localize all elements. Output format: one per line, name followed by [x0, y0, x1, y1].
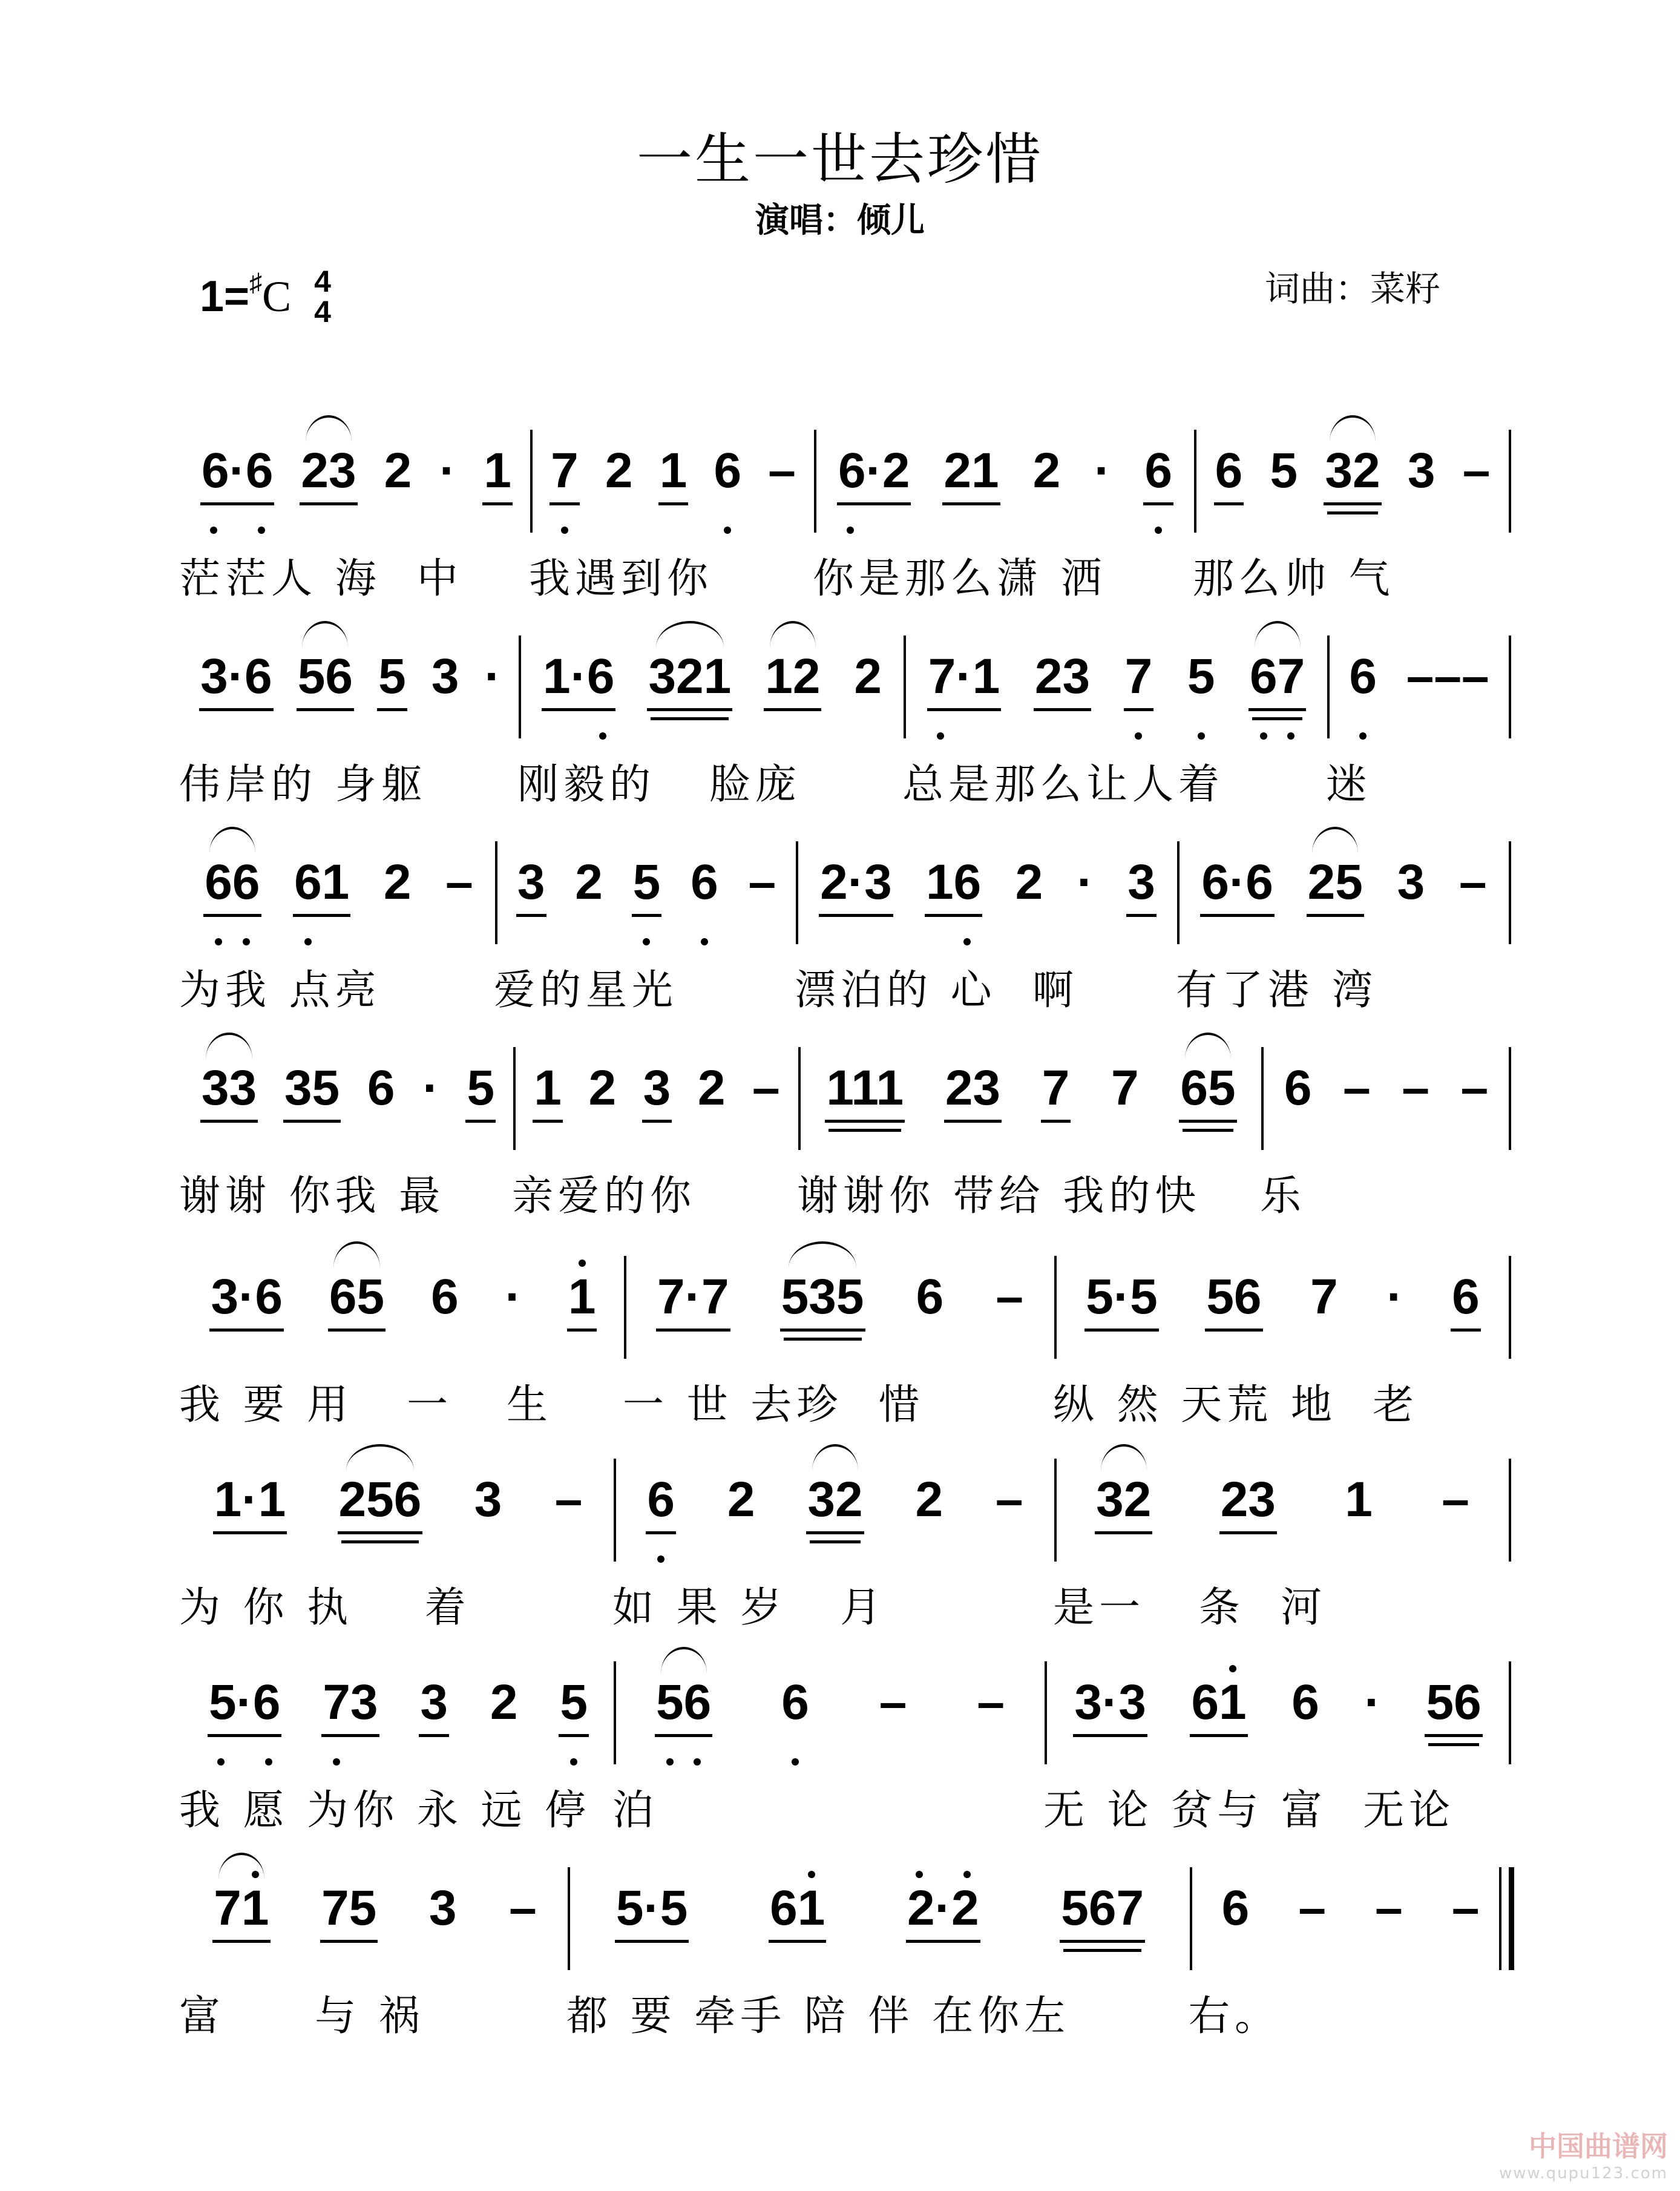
note-token: 7·7	[656, 1268, 730, 1332]
note-token: 3	[1126, 853, 1157, 917]
lyric-line: 如 果 岁 月	[612, 1584, 887, 1632]
lower-octave-dot	[963, 938, 971, 945]
lower-octave-dot	[666, 1758, 674, 1766]
note-token: 2·2	[906, 1879, 980, 1943]
lyric-line: 右。	[1189, 1992, 1281, 2040]
note-group	[1061, 1471, 1504, 1543]
note-token: 67	[1249, 648, 1306, 711]
note-token: 6	[780, 1674, 810, 1734]
barline	[530, 430, 533, 533]
note-group	[188, 1059, 508, 1132]
lower-octave-dot	[847, 527, 854, 534]
lyric-line: 茫茫人 海 中	[179, 555, 463, 603]
lower-octave-dot	[570, 1758, 577, 1766]
barline	[1190, 1867, 1192, 1970]
note-token: 66	[203, 853, 261, 917]
barline	[796, 841, 798, 944]
score-row	[179, 1447, 1513, 1646]
note-token: 6	[1214, 442, 1244, 505]
note-token: 3	[642, 1059, 672, 1123]
note-token: 5	[377, 648, 407, 711]
key-note: C	[262, 272, 292, 321]
dash-extension: –	[554, 1472, 583, 1527]
barline	[1194, 430, 1196, 533]
note-group	[631, 1268, 1049, 1341]
lyric-line: 有了港 湾	[1176, 967, 1378, 1014]
note-token: 1·1	[213, 1471, 287, 1534]
note-token: 5·5	[1084, 1268, 1159, 1332]
lyric-line: 我遇到你	[529, 555, 714, 603]
dash-extension: –	[1462, 443, 1491, 498]
lower-octave-dot	[243, 938, 250, 945]
measure	[1262, 1035, 1510, 1235]
measure	[1328, 623, 1510, 823]
note-token: 6·2	[837, 442, 911, 505]
note-token: 35	[283, 1059, 341, 1123]
lower-octave-dot	[643, 938, 650, 945]
final-barline	[1509, 1867, 1514, 1970]
note-group	[188, 1879, 563, 1952]
note-token: 56	[297, 648, 354, 711]
note-token: 61	[293, 853, 350, 917]
note-token: 61	[1190, 1674, 1247, 1737]
note-token: 5	[1270, 443, 1298, 498]
time-signature-bottom: 4	[314, 295, 331, 329]
lyric-line: 纵 然 天荒 地 老	[1053, 1381, 1419, 1429]
song-title: 一生一世去珍惜	[636, 127, 1043, 192]
score-row	[179, 1649, 1513, 1849]
score-row	[179, 829, 1513, 1029]
note-token: 7	[1310, 1269, 1338, 1324]
note-token: 2	[383, 855, 412, 910]
note-token: 25	[1307, 853, 1364, 917]
note-token: 5	[465, 1059, 496, 1123]
barline	[1509, 841, 1511, 944]
lyric-line: 一 世 去珍 惜	[623, 1381, 925, 1429]
time-signature-top: 4	[314, 264, 331, 298]
measure	[625, 1244, 1055, 1444]
note-token: 6	[1451, 1268, 1481, 1332]
score-row	[179, 1855, 1513, 2055]
note-token: ·	[1386, 1269, 1403, 1324]
lower-octave-dot	[657, 1555, 664, 1563]
watermark	[1499, 2124, 1668, 2183]
measure	[1191, 1855, 1510, 2055]
lower-octave-dot	[724, 527, 731, 534]
note-token: 6	[689, 853, 720, 914]
note-token: 3·3	[1073, 1674, 1147, 1737]
lyric-line: 刚毅的 脸庞	[517, 761, 801, 809]
lower-octave-dot	[792, 1758, 799, 1766]
note-token: 3	[431, 649, 459, 704]
lower-octave-dot	[1260, 732, 1267, 740]
upper-octave-dot	[252, 1871, 259, 1878]
note-token: 7	[550, 442, 580, 505]
measure	[514, 1035, 799, 1235]
lower-octave-dot	[215, 938, 222, 945]
barline	[1509, 636, 1511, 738]
lower-octave-dot	[694, 1758, 701, 1766]
note-token: 2·3	[819, 853, 893, 917]
upper-octave-dot	[916, 1871, 923, 1878]
measure	[179, 623, 520, 823]
measure	[179, 1855, 569, 2055]
barline	[495, 841, 497, 944]
watermark-logo: 中国曲谱网	[1529, 2130, 1668, 2163]
measure	[1178, 829, 1510, 1029]
note-token: 2	[697, 1060, 726, 1115]
note-token: 6	[712, 442, 743, 502]
lyric-line: 迷	[1326, 761, 1373, 809]
note-token: 61	[769, 1879, 826, 1943]
note-token: 2	[1015, 855, 1043, 910]
note-token: 6	[367, 1060, 395, 1115]
note-token: 3	[419, 1674, 449, 1737]
note-token: 56	[1425, 1674, 1482, 1737]
lyric-line: 总是那么让人着	[902, 761, 1225, 809]
lower-octave-dot	[258, 527, 265, 534]
note-token: 2	[605, 443, 633, 498]
lyric-line: 谢谢 你我 最	[179, 1172, 445, 1220]
lyric-line: 乐	[1260, 1172, 1307, 1220]
barline	[1327, 636, 1330, 738]
dash-extension: –	[1298, 1881, 1326, 1936]
dash-extension: –	[996, 1269, 1023, 1324]
note-token: 3	[428, 1881, 457, 1936]
lower-octave-dot	[937, 732, 944, 740]
barline	[1054, 1459, 1057, 1562]
barline	[1054, 1256, 1057, 1359]
lyric-line: 爱的星光	[494, 967, 678, 1014]
measure	[179, 1035, 514, 1235]
note-token: 2	[854, 649, 882, 704]
note-token: 56	[1205, 1268, 1262, 1332]
barline	[1499, 1867, 1501, 1970]
barline	[614, 1661, 616, 1764]
measure	[815, 418, 1195, 617]
lower-octave-dot	[304, 938, 312, 945]
note-token: ·	[422, 1060, 439, 1115]
note-group	[806, 1059, 1256, 1132]
measure	[1055, 1447, 1510, 1646]
lower-octave-dot	[1287, 732, 1294, 740]
note-token: 6	[1348, 648, 1378, 708]
lyric-line: 漂泊的 心 啊	[795, 967, 1078, 1014]
barline	[1509, 1661, 1511, 1764]
note-group	[188, 442, 525, 514]
note-token: 5	[559, 1674, 589, 1737]
lower-octave-dot	[1359, 732, 1367, 740]
dash-extension: –	[509, 1881, 537, 1936]
measure	[179, 418, 531, 617]
note-token: 32	[806, 1471, 864, 1534]
note-token: 1·6	[542, 648, 616, 711]
lower-octave-dot	[217, 1758, 225, 1766]
note-token: 65	[328, 1268, 386, 1332]
barline	[1509, 1047, 1511, 1150]
barline	[513, 1047, 516, 1150]
note-token: ·	[1094, 443, 1111, 498]
note-token: 5·5	[615, 1879, 689, 1943]
singer-credit: 演唱：倾儿	[755, 201, 925, 240]
key-signature	[200, 266, 331, 327]
note-token: 321	[647, 648, 732, 711]
barline	[1261, 1047, 1264, 1150]
lyric-line: 谢谢你 带给 我的快	[797, 1172, 1201, 1220]
note-token: 5	[632, 853, 662, 917]
lyric-line: 无 论 贫与 富 无论	[1043, 1787, 1455, 1835]
dash-extension: –	[1375, 1881, 1403, 1936]
note-token: 6	[646, 1471, 676, 1534]
lyric-line: 泊	[612, 1787, 659, 1835]
note-token: 2	[588, 1060, 617, 1115]
dash-extension: –	[1451, 1881, 1480, 1936]
note-token: 2	[915, 1472, 943, 1527]
note-group	[1061, 1268, 1504, 1341]
measure	[902, 623, 1328, 823]
note-token: 6	[431, 1269, 459, 1324]
lower-octave-dot	[561, 527, 568, 534]
measure	[799, 1035, 1262, 1235]
measure	[179, 1447, 615, 1646]
barline	[1177, 841, 1180, 944]
note-token: 21	[942, 442, 1000, 505]
lyric-line: 亲爱的你	[512, 1172, 697, 1220]
barline	[614, 1459, 616, 1562]
note-token: 1	[567, 1268, 597, 1332]
note-token: 7·1	[927, 648, 1002, 711]
note-group	[1197, 1879, 1504, 1952]
score-row	[179, 623, 1513, 823]
note-token: 6·6	[200, 442, 275, 505]
lower-octave-dot	[265, 1758, 272, 1766]
note-group	[188, 1674, 609, 1746]
score-row	[179, 418, 1513, 617]
note-group	[520, 1059, 793, 1132]
note-group	[1268, 1059, 1504, 1132]
lower-octave-dot	[1198, 732, 1205, 740]
note-token: 1	[482, 442, 513, 505]
lower-octave-dot	[599, 732, 606, 740]
note-group	[188, 853, 490, 926]
note-token: 5·6	[208, 1674, 282, 1737]
note-token: 12	[764, 648, 821, 711]
upper-octave-dot	[579, 1260, 586, 1267]
measure	[566, 1855, 1191, 2055]
lyric-line: 为我 点亮	[179, 967, 381, 1014]
dash-extension: –	[1343, 1060, 1371, 1115]
measure	[797, 829, 1178, 1029]
note-token: 3·6	[209, 1268, 284, 1332]
lyric-line: 是一 条 河	[1053, 1584, 1327, 1632]
note-token: 71	[212, 1879, 270, 1943]
note-token: 7	[1041, 1059, 1071, 1123]
note-group	[188, 648, 514, 720]
dash-extension: –	[1442, 1472, 1469, 1527]
note-token: 2	[384, 443, 412, 498]
note-token: 6	[1143, 442, 1173, 505]
measure	[179, 1244, 625, 1444]
barline	[519, 636, 521, 738]
dash-extension: –––	[1406, 649, 1489, 704]
note-group	[1334, 648, 1504, 720]
barline	[1509, 1256, 1511, 1359]
note-token: 256	[338, 1471, 423, 1534]
note-group	[526, 648, 899, 720]
note-token: 111	[825, 1059, 905, 1123]
note-token: 3	[1397, 855, 1425, 910]
measure	[1043, 1649, 1510, 1849]
note-token: 73	[321, 1674, 379, 1737]
note-group	[1201, 442, 1504, 514]
note-token: 23	[1219, 1471, 1277, 1534]
note-token: 6·6	[1200, 853, 1275, 917]
lyric-line: 我 要 用 一 生	[179, 1381, 553, 1429]
measure	[179, 1649, 615, 1849]
note-token: 23	[944, 1059, 1002, 1123]
upper-octave-dot	[1229, 1665, 1236, 1672]
note-token: 3·6	[199, 648, 274, 711]
note-token: 56	[655, 1674, 712, 1737]
note-token: 2	[490, 1675, 518, 1730]
dash-extension: –	[879, 1675, 907, 1730]
lyric-line: 伟岸的 身躯	[179, 761, 427, 809]
note-token: 2	[575, 855, 603, 910]
key-tonic: 1=	[200, 272, 250, 321]
note-token: 7	[1111, 1060, 1139, 1115]
dash-extension: –	[977, 1675, 1005, 1730]
dash-extension: –	[768, 443, 796, 498]
lyric-line: 为 你 执 着	[179, 1584, 471, 1632]
barline	[568, 1867, 570, 1970]
note-token: ·	[1077, 855, 1094, 910]
note-token: 6	[916, 1269, 944, 1324]
watermark-url: www.qupu123.com	[1498, 2164, 1668, 2183]
measure	[517, 623, 905, 823]
lyricist-composer-credit: 词曲：菜籽	[1265, 268, 1441, 309]
note-group	[1184, 853, 1504, 926]
lower-octave-dot	[333, 1758, 340, 1766]
score-row	[179, 1244, 1513, 1444]
dash-extension: –	[995, 1472, 1023, 1527]
note-token: 3	[516, 853, 546, 917]
lyric-line: 我 愿 为你 永 远 停	[179, 1787, 591, 1835]
note-token: ·	[484, 649, 501, 704]
note-token: 23	[300, 442, 357, 505]
note-token: 535	[780, 1268, 865, 1332]
lower-octave-dot	[210, 527, 217, 534]
note-token: ·	[1364, 1675, 1381, 1730]
dash-extension: –	[1402, 1060, 1429, 1115]
note-token: 5	[1186, 648, 1216, 708]
note-group	[821, 442, 1189, 514]
note-group	[803, 853, 1172, 926]
lower-octave-dot	[1135, 732, 1142, 740]
lower-octave-dot	[701, 938, 708, 945]
note-token: 1	[658, 442, 689, 505]
upper-octave-dot	[808, 1871, 815, 1878]
measure	[496, 829, 797, 1029]
barline	[1045, 1661, 1047, 1764]
measure	[179, 829, 496, 1029]
note-token: ·	[439, 443, 456, 498]
note-group	[621, 1674, 1040, 1746]
score-row	[179, 1035, 1513, 1235]
note-group	[575, 1879, 1185, 1952]
note-token: 567	[1060, 1879, 1145, 1943]
note-group	[621, 1471, 1049, 1543]
dash-extension: –	[1460, 1060, 1489, 1115]
note-group	[188, 1471, 609, 1543]
note-group	[1052, 1674, 1504, 1746]
note-group	[188, 1268, 619, 1341]
note-token: 32	[1324, 442, 1381, 505]
measure	[612, 1649, 1046, 1849]
measure	[1055, 1244, 1510, 1444]
barline	[624, 1256, 626, 1359]
note-token: 23	[1034, 648, 1091, 711]
note-token: ·	[505, 1269, 522, 1324]
note-group	[911, 648, 1322, 720]
note-token: 32	[1095, 1471, 1152, 1534]
barline	[1509, 1459, 1511, 1562]
barline	[798, 1047, 801, 1150]
lower-octave-dot	[1155, 527, 1162, 534]
dash-extension: –	[748, 855, 776, 910]
dash-extension: –	[1459, 855, 1487, 910]
barline	[904, 636, 906, 738]
lyric-line: 富 与 祸	[179, 1992, 425, 2040]
note-token: 7	[1124, 648, 1154, 711]
measure	[531, 418, 815, 617]
measure	[612, 1447, 1055, 1646]
measure	[1195, 418, 1510, 617]
barline	[1509, 430, 1511, 533]
note-token: 65	[1179, 1059, 1236, 1123]
note-token: 1	[1345, 1472, 1373, 1527]
note-token: 1	[533, 1059, 563, 1123]
dash-extension: –	[445, 855, 473, 910]
note-token: 3	[1407, 443, 1436, 498]
lyric-line: 那么帅 气	[1193, 555, 1395, 603]
note-token: 6	[1284, 1060, 1312, 1115]
note-token: 33	[200, 1059, 258, 1123]
lyric-line: 你是那么潇 洒	[813, 555, 1107, 603]
note-token: 16	[925, 853, 982, 917]
barline	[814, 430, 816, 533]
note-token: 2	[1032, 443, 1061, 498]
upper-octave-dot	[963, 1871, 971, 1878]
note-token: 2	[727, 1472, 755, 1527]
note-token: 6	[1291, 1675, 1319, 1730]
dash-extension: –	[752, 1060, 780, 1115]
lyric-line: 都 要 牵手 陪 伴 在你左	[566, 1992, 1071, 2040]
note-token: 6	[1221, 1881, 1250, 1936]
note-group	[537, 442, 809, 514]
sharp-sign: ♯	[249, 269, 263, 297]
note-token: 75	[320, 1879, 378, 1943]
note-token: 3	[474, 1472, 502, 1527]
note-group	[502, 853, 791, 926]
time-signature	[314, 266, 331, 327]
